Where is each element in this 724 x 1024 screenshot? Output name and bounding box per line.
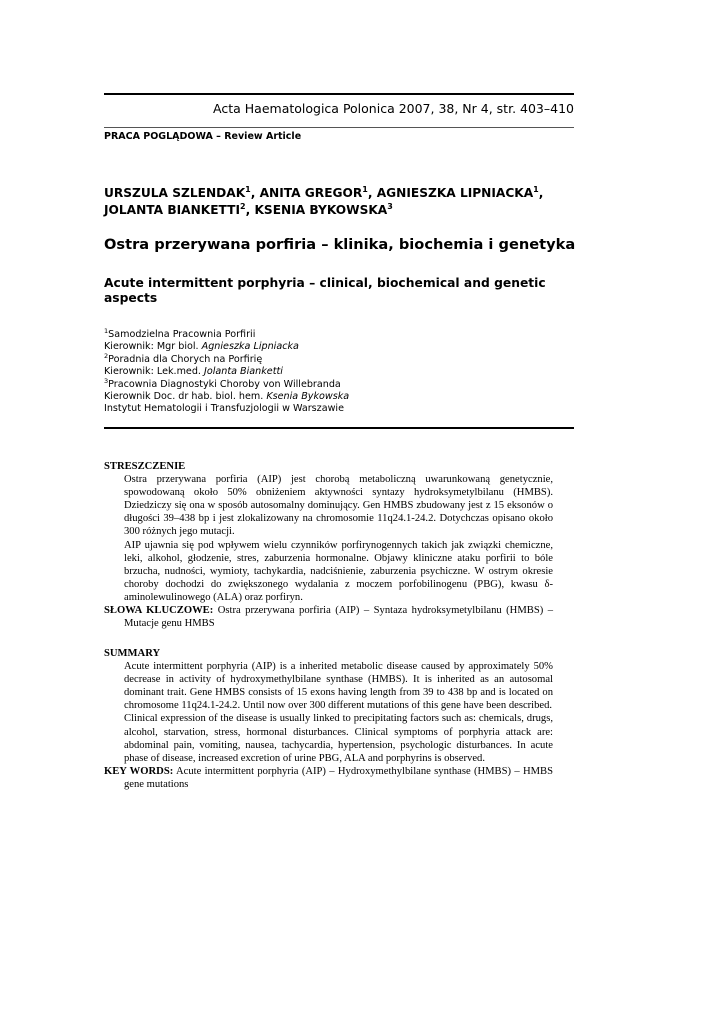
author-name: AGNIESZKA LIPNIACKA xyxy=(376,186,534,200)
keywords-english xyxy=(104,765,553,791)
affiliation-3 xyxy=(104,376,574,391)
author-name: URSZULA SZLENDAK xyxy=(104,186,246,200)
affiliations-rule xyxy=(104,427,574,429)
institute-name: Instytut Hematologii i Transfuzjologii w Warszawie xyxy=(104,403,344,415)
head-name: Jolanta Bianketti xyxy=(204,366,283,378)
header-bottom-rule xyxy=(104,127,574,128)
author-name: JOLANTA BIANKETTI xyxy=(104,203,241,217)
abstract-polish-paragraph-1: Ostra przerywana porfiria (AIP) jest chorobą metaboliczną uwarunkowaną genetycznie, spowodowaną około 50% obniżeniem aktywności syntazy hydroksymetylbilanu (HMBS). Dziedziczy się ona w sposób autosomalny dominujący. Gen HMBS zbudowany jest z 15 eksonów o długości 39–438 bp i jest zlokalizowany na chromosomie 11q24.1-24.2. Dotychczas opisano około 300 różnych jego mutacji. xyxy=(124,474,553,538)
author-affiliation-mark: 2 xyxy=(240,201,246,211)
title-english: Acute intermittent porphyria – clinical, biochemical and genetic aspects xyxy=(104,276,546,305)
head-title: Kierownik Doc. dr hab. biol. hem. xyxy=(104,391,267,403)
head-name: Agnieszka Lipniacka xyxy=(201,341,299,353)
author-separator: , xyxy=(245,203,255,217)
abstract-polish xyxy=(104,460,553,630)
affiliation-name: Samodzielna Pracownia Porfirii xyxy=(108,329,256,340)
abstract-english xyxy=(104,647,553,791)
affiliation-1-head xyxy=(104,341,574,353)
title-polish: Ostra przerywana porfiria – klinika, biochemia i genetyka xyxy=(104,236,576,253)
affiliation-2-head xyxy=(104,366,574,378)
author-affiliation-mark: 1 xyxy=(362,184,368,194)
affiliation-1 xyxy=(104,326,574,341)
author-affiliation-mark: 1 xyxy=(245,184,251,194)
affiliation-mark: 2 xyxy=(104,351,109,360)
abstract-polish-paragraph-2: AIP ujawnia się pod wpływem wielu czynników porfirynogennych takich jak związki chemiczne, leki, alkohol, głodzenie, stres, zaburzenia hormonalne. Objawy kliniczne ataku porfirii to bóle brzucha, nudności, wymioty, tachykardia, nadciśnienie, zaburzenia psychiczne. W ostrym okresie choroby dochodzi do zwiększonego wydalania z moczem porfobilinogenu (PBG), kwasu δ-aminolewulinowego (ALA) oraz porfiryn. xyxy=(124,539,553,603)
author-separator: , xyxy=(367,186,377,200)
affiliation-2 xyxy=(104,351,574,366)
author-affiliation-mark: 3 xyxy=(387,201,393,211)
keywords-english-text: Acute intermittent porphyria (AIP) – Hydroxymethylbilane synthase (HMBS) – HMBS gene mutations xyxy=(124,765,553,790)
abstract-english-paragraph-2: Clinical expression of the disease is usually linked to precipitating factors such as: chemicals, drugs, alcohol, starvation, stress, hormonal disturbances. Clinical symptoms of porphyria attack are: abdominal pain, vomiting, nausea, tachycardia, hypertension, psychologic disturbances. In acute phase of disease, increased excretion of urine PBG, ALA and porphyrins is observed. xyxy=(124,713,553,764)
affiliation-name: Pracownia Diagnostyki Choroby von Willebranda xyxy=(108,378,341,390)
keywords-polish-text: Ostra przerywana porfiria (AIP) – Syntaza hydroksymetylbilanu (HMBS) – Mutacje genu HMBS xyxy=(124,605,554,630)
affiliation-mark: 3 xyxy=(104,376,109,385)
abstract-english-heading: SUMMARY xyxy=(104,648,161,659)
abstract-english-paragraph-1: Acute intermittent porphyria (AIP) is a inherited metabolic disease caused by approximately 50% decrease in activity of hydroxymethylbilane synthase (HMBS). It is inherited as an autosomal dominant trait. Gene HMBS consists of 15 exons having length from 39 to 438 bp and is located on chromosome 11q24.1-24.2. Until now over 300 different mutations of this gene have been described. xyxy=(124,661,553,712)
author-name: KSENIA BYKOWSKA xyxy=(254,203,388,217)
head-name: Ksenia Bykowska xyxy=(266,391,350,403)
author-name: ANITA GREGOR xyxy=(259,186,363,200)
head-title: Kierownik: Lek.med. xyxy=(104,366,205,378)
author-separator: , xyxy=(250,186,260,200)
affiliations xyxy=(104,326,574,416)
affiliation-name: Poradnia dla Chorych na Porfirię xyxy=(108,353,263,365)
abstract-polish-heading: STRESZCZENIE xyxy=(104,461,186,472)
head-title: Kierownik: Mgr biol. xyxy=(104,341,202,353)
journal-citation: Acta Haematologica Polonica 2007, 38, Nr 4, str. 403–410 xyxy=(213,101,574,116)
author-list xyxy=(104,185,584,219)
article-type: PRACA POGLĄDOWA – Review Article xyxy=(104,131,302,142)
author-affiliation-mark: 1 xyxy=(533,184,539,194)
header-top-rule xyxy=(104,93,574,95)
keywords-polish xyxy=(104,604,553,630)
affiliation-mark: 1 xyxy=(104,326,109,335)
keywords-polish-label: SŁOWA KLUCZOWE: xyxy=(104,605,214,617)
affiliation-3-head xyxy=(104,391,574,403)
keywords-english-label: KEY WORDS: xyxy=(104,765,174,777)
author-separator: , xyxy=(538,186,544,200)
